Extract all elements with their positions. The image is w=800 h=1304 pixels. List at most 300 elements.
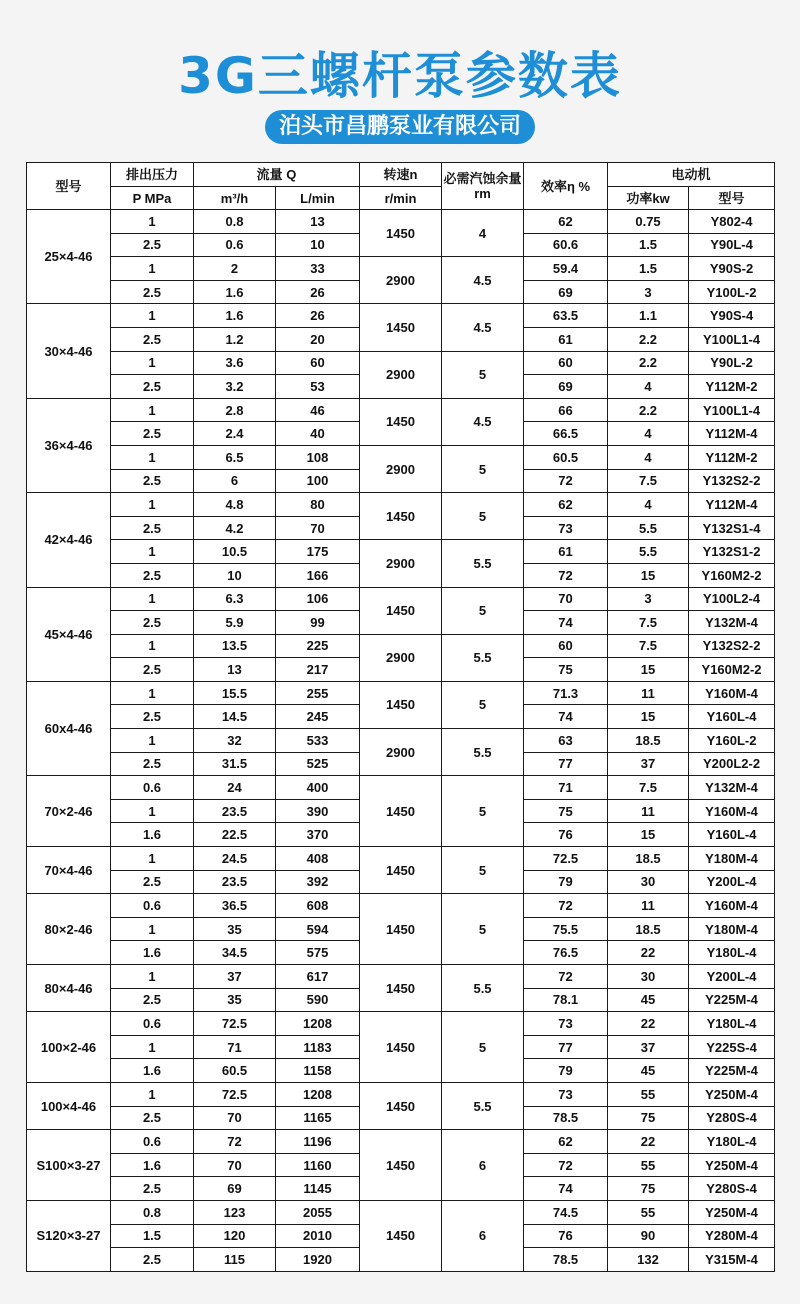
table-row <box>27 257 775 281</box>
efficiency-cell: 62 <box>524 493 608 517</box>
flow-m3h-cell: 35 <box>194 988 276 1012</box>
header-pressure: 排出压力 <box>111 163 194 187</box>
pressure-cell: 2.5 <box>111 1248 194 1272</box>
table-row <box>27 445 775 469</box>
flow-m3h-cell: 2.4 <box>194 422 276 446</box>
efficiency-cell: 60.6 <box>524 233 608 257</box>
flow-m3h-cell: 2 <box>194 257 276 281</box>
efficiency-cell: 78.5 <box>524 1248 608 1272</box>
npsh-cell: 5 <box>442 493 524 540</box>
speed-cell: 1450 <box>360 587 442 634</box>
flow-m3h-cell: 5.9 <box>194 611 276 635</box>
company-name: 泊头市昌鹏泵业有限公司 <box>265 110 535 144</box>
table-row <box>27 634 775 658</box>
efficiency-cell: 74.5 <box>524 1200 608 1224</box>
speed-cell: 1450 <box>360 965 442 1012</box>
efficiency-cell: 62 <box>524 1130 608 1154</box>
motor-power-cell: 3 <box>608 587 689 611</box>
page-title: 3G三螺杆泵参数表 <box>178 47 622 105</box>
flow-lmin-cell: 106 <box>276 587 360 611</box>
motor-power-cell: 37 <box>608 1035 689 1059</box>
motor-model-cell: Y225M-4 <box>689 988 775 1012</box>
efficiency-cell: 78.1 <box>524 988 608 1012</box>
speed-cell: 1450 <box>360 1012 442 1083</box>
efficiency-cell: 76 <box>524 823 608 847</box>
motor-model-cell: Y180M-4 <box>689 917 775 941</box>
pressure-cell: 1.5 <box>111 1224 194 1248</box>
flow-m3h-cell: 10.5 <box>194 540 276 564</box>
motor-power-cell: 30 <box>608 870 689 894</box>
pressure-cell: 0.6 <box>111 1130 194 1154</box>
motor-model-cell: Y90L-2 <box>689 351 775 375</box>
flow-m3h-cell: 6.5 <box>194 445 276 469</box>
motor-power-cell: 11 <box>608 681 689 705</box>
efficiency-cell: 60 <box>524 634 608 658</box>
motor-power-cell: 45 <box>608 1059 689 1083</box>
efficiency-cell: 79 <box>524 1059 608 1083</box>
motor-power-cell: 7.5 <box>608 634 689 658</box>
npsh-cell: 4 <box>442 210 524 257</box>
speed-cell: 2900 <box>360 351 442 398</box>
speed-cell: 1450 <box>360 398 442 445</box>
flow-lmin-cell: 108 <box>276 445 360 469</box>
efficiency-cell: 77 <box>524 752 608 776</box>
table-row <box>27 894 775 918</box>
pressure-cell: 1 <box>111 917 194 941</box>
pressure-cell: 2.5 <box>111 1106 194 1130</box>
flow-m3h-cell: 23.5 <box>194 799 276 823</box>
motor-model-cell: Y132S2-2 <box>689 469 775 493</box>
flow-lmin-cell: 80 <box>276 493 360 517</box>
efficiency-cell: 76.5 <box>524 941 608 965</box>
pressure-cell: 2.5 <box>111 705 194 729</box>
flow-m3h-cell: 1.6 <box>194 304 276 328</box>
motor-power-cell: 15 <box>608 705 689 729</box>
flow-lmin-cell: 20 <box>276 327 360 351</box>
header-pressure-unit: P MPa <box>111 187 194 210</box>
npsh-cell: 5 <box>442 847 524 894</box>
motor-power-cell: 2.2 <box>608 327 689 351</box>
motor-model-cell: Y160M-4 <box>689 799 775 823</box>
speed-cell: 2900 <box>360 540 442 587</box>
motor-model-cell: Y100L1-4 <box>689 398 775 422</box>
npsh-cell: 5 <box>442 681 524 728</box>
pressure-cell: 1 <box>111 304 194 328</box>
flow-lmin-cell: 70 <box>276 516 360 540</box>
flow-m3h-cell: 1.6 <box>194 280 276 304</box>
pressure-cell: 2.5 <box>111 233 194 257</box>
pressure-cell: 0.6 <box>111 776 194 800</box>
header-speed: 转速n <box>360 163 442 187</box>
flow-m3h-cell: 72.5 <box>194 1082 276 1106</box>
flow-m3h-cell: 2.8 <box>194 398 276 422</box>
flow-m3h-cell: 0.6 <box>194 233 276 257</box>
speed-cell: 1450 <box>360 304 442 351</box>
efficiency-cell: 60 <box>524 351 608 375</box>
model-cell: 60x4-46 <box>27 681 111 775</box>
efficiency-cell: 69 <box>524 375 608 399</box>
efficiency-cell: 73 <box>524 1082 608 1106</box>
efficiency-cell: 71.3 <box>524 681 608 705</box>
efficiency-cell: 62 <box>524 210 608 234</box>
motor-power-cell: 90 <box>608 1224 689 1248</box>
pressure-cell: 1 <box>111 587 194 611</box>
flow-lmin-cell: 255 <box>276 681 360 705</box>
header-model: 型号 <box>27 163 111 210</box>
motor-power-cell: 11 <box>608 799 689 823</box>
pressure-cell: 2.5 <box>111 327 194 351</box>
efficiency-cell: 61 <box>524 327 608 351</box>
flow-m3h-cell: 71 <box>194 1035 276 1059</box>
flow-lmin-cell: 617 <box>276 965 360 989</box>
table-body <box>27 210 775 1272</box>
motor-power-cell: 4 <box>608 375 689 399</box>
flow-m3h-cell: 35 <box>194 917 276 941</box>
flow-lmin-cell: 2055 <box>276 1200 360 1224</box>
table-row <box>27 304 775 328</box>
flow-lmin-cell: 392 <box>276 870 360 894</box>
efficiency-cell: 60.5 <box>524 445 608 469</box>
flow-m3h-cell: 123 <box>194 1200 276 1224</box>
motor-model-cell: Y100L-2 <box>689 280 775 304</box>
motor-power-cell: 55 <box>608 1082 689 1106</box>
motor-power-cell: 18.5 <box>608 847 689 871</box>
pressure-cell: 1 <box>111 493 194 517</box>
efficiency-cell: 76 <box>524 1224 608 1248</box>
header-efficiency: 效率η % <box>524 163 608 210</box>
flow-m3h-cell: 36.5 <box>194 894 276 918</box>
table-row <box>27 540 775 564</box>
motor-model-cell: Y132S2-2 <box>689 634 775 658</box>
table-row <box>27 776 775 800</box>
motor-power-cell: 132 <box>608 1248 689 1272</box>
flow-lmin-cell: 1165 <box>276 1106 360 1130</box>
flow-m3h-cell: 10 <box>194 563 276 587</box>
flow-lmin-cell: 408 <box>276 847 360 871</box>
motor-power-cell: 55 <box>608 1153 689 1177</box>
flow-m3h-cell: 4.2 <box>194 516 276 540</box>
flow-lmin-cell: 99 <box>276 611 360 635</box>
pressure-cell: 2.5 <box>111 658 194 682</box>
flow-m3h-cell: 3.2 <box>194 375 276 399</box>
flow-lmin-cell: 1145 <box>276 1177 360 1201</box>
efficiency-cell: 72 <box>524 894 608 918</box>
flow-lmin-cell: 46 <box>276 398 360 422</box>
pressure-cell: 2.5 <box>111 375 194 399</box>
efficiency-cell: 73 <box>524 516 608 540</box>
speed-cell: 1450 <box>360 776 442 847</box>
speed-cell: 2900 <box>360 729 442 776</box>
motor-power-cell: 37 <box>608 752 689 776</box>
flow-lmin-cell: 608 <box>276 894 360 918</box>
flow-lmin-cell: 590 <box>276 988 360 1012</box>
flow-lmin-cell: 26 <box>276 304 360 328</box>
motor-model-cell: Y250M-4 <box>689 1153 775 1177</box>
flow-lmin-cell: 53 <box>276 375 360 399</box>
motor-power-cell: 15 <box>608 658 689 682</box>
table-row <box>27 351 775 375</box>
company-banner <box>0 110 800 144</box>
motor-model-cell: Y315M-4 <box>689 1248 775 1272</box>
header-motor-power: 功率kw <box>608 187 689 210</box>
motor-power-cell: 7.5 <box>608 776 689 800</box>
flow-lmin-cell: 26 <box>276 280 360 304</box>
motor-model-cell: Y160M-4 <box>689 894 775 918</box>
motor-model-cell: Y132M-4 <box>689 611 775 635</box>
table-row <box>27 587 775 611</box>
efficiency-cell: 72 <box>524 1153 608 1177</box>
header-motor-model: 型号 <box>689 187 775 210</box>
speed-cell: 2900 <box>360 445 442 492</box>
flow-m3h-cell: 120 <box>194 1224 276 1248</box>
pressure-cell: 1 <box>111 729 194 753</box>
npsh-cell: 5 <box>442 776 524 847</box>
pressure-cell: 2.5 <box>111 422 194 446</box>
model-cell: 30×4-46 <box>27 304 111 398</box>
npsh-cell: 4.5 <box>442 257 524 304</box>
pressure-cell: 1 <box>111 681 194 705</box>
flow-lmin-cell: 245 <box>276 705 360 729</box>
flow-lmin-cell: 594 <box>276 917 360 941</box>
npsh-cell: 5 <box>442 351 524 398</box>
efficiency-cell: 79 <box>524 870 608 894</box>
npsh-cell: 5.5 <box>442 1082 524 1129</box>
pressure-cell: 2.5 <box>111 752 194 776</box>
npsh-cell: 5 <box>442 445 524 492</box>
efficiency-cell: 74 <box>524 1177 608 1201</box>
table-row <box>27 1082 775 1106</box>
pressure-cell: 0.6 <box>111 1012 194 1036</box>
speed-cell: 2900 <box>360 634 442 681</box>
npsh-cell: 4.5 <box>442 304 524 351</box>
model-cell: S100×3-27 <box>27 1130 111 1201</box>
npsh-cell: 5 <box>442 894 524 965</box>
pressure-cell: 0.8 <box>111 1200 194 1224</box>
table-row <box>27 965 775 989</box>
flow-m3h-cell: 1.2 <box>194 327 276 351</box>
motor-model-cell: Y90S-2 <box>689 257 775 281</box>
flow-lmin-cell: 525 <box>276 752 360 776</box>
flow-m3h-cell: 14.5 <box>194 705 276 729</box>
flow-m3h-cell: 6.3 <box>194 587 276 611</box>
motor-model-cell: Y280S-4 <box>689 1177 775 1201</box>
motor-power-cell: 22 <box>608 1130 689 1154</box>
efficiency-cell: 72 <box>524 469 608 493</box>
flow-m3h-cell: 3.6 <box>194 351 276 375</box>
motor-model-cell: Y802-4 <box>689 210 775 234</box>
efficiency-cell: 73 <box>524 1012 608 1036</box>
flow-m3h-cell: 13.5 <box>194 634 276 658</box>
efficiency-cell: 70 <box>524 587 608 611</box>
motor-model-cell: Y200L2-2 <box>689 752 775 776</box>
header-flow: 流量 Q <box>194 163 360 187</box>
efficiency-cell: 71 <box>524 776 608 800</box>
header-row-1 <box>27 163 775 187</box>
efficiency-cell: 75 <box>524 799 608 823</box>
model-cell: 36×4-46 <box>27 398 111 492</box>
flow-lmin-cell: 533 <box>276 729 360 753</box>
header-motor: 电动机 <box>608 163 775 187</box>
flow-m3h-cell: 69 <box>194 1177 276 1201</box>
motor-model-cell: Y250M-4 <box>689 1200 775 1224</box>
pressure-cell: 0.6 <box>111 894 194 918</box>
speed-cell: 1450 <box>360 1200 442 1271</box>
flow-m3h-cell: 23.5 <box>194 870 276 894</box>
motor-power-cell: 7.5 <box>608 469 689 493</box>
pressure-cell: 1 <box>111 1035 194 1059</box>
pressure-cell: 1 <box>111 965 194 989</box>
motor-model-cell: Y250M-4 <box>689 1082 775 1106</box>
flow-lmin-cell: 13 <box>276 210 360 234</box>
motor-model-cell: Y225S-4 <box>689 1035 775 1059</box>
motor-power-cell: 1.1 <box>608 304 689 328</box>
motor-power-cell: 2.2 <box>608 398 689 422</box>
flow-m3h-cell: 72 <box>194 1130 276 1154</box>
flow-lmin-cell: 390 <box>276 799 360 823</box>
speed-cell: 1450 <box>360 847 442 894</box>
speed-cell: 2900 <box>360 257 442 304</box>
motor-power-cell: 5.5 <box>608 516 689 540</box>
table-row <box>27 1130 775 1154</box>
pressure-cell: 1 <box>111 445 194 469</box>
pressure-cell: 1 <box>111 634 194 658</box>
pressure-cell: 1 <box>111 1082 194 1106</box>
motor-model-cell: Y132M-4 <box>689 776 775 800</box>
efficiency-cell: 59.4 <box>524 257 608 281</box>
npsh-cell: 6 <box>442 1130 524 1201</box>
pressure-cell: 1 <box>111 847 194 871</box>
header-flow-unit-lmin: L/min <box>276 187 360 210</box>
npsh-cell: 5.5 <box>442 540 524 587</box>
parameter-table <box>26 162 775 1272</box>
motor-power-cell: 4 <box>608 493 689 517</box>
flow-lmin-cell: 2010 <box>276 1224 360 1248</box>
motor-power-cell: 11 <box>608 894 689 918</box>
motor-model-cell: Y160M2-2 <box>689 658 775 682</box>
pressure-cell: 2.5 <box>111 611 194 635</box>
flow-lmin-cell: 166 <box>276 563 360 587</box>
motor-model-cell: Y100L2-4 <box>689 587 775 611</box>
motor-power-cell: 18.5 <box>608 729 689 753</box>
motor-power-cell: 1.5 <box>608 233 689 257</box>
flow-m3h-cell: 32 <box>194 729 276 753</box>
pressure-cell: 2.5 <box>111 280 194 304</box>
npsh-cell: 5.5 <box>442 965 524 1012</box>
pressure-cell: 1 <box>111 351 194 375</box>
motor-power-cell: 4 <box>608 445 689 469</box>
flow-m3h-cell: 4.8 <box>194 493 276 517</box>
motor-power-cell: 30 <box>608 965 689 989</box>
efficiency-cell: 72.5 <box>524 847 608 871</box>
model-cell: 70×4-46 <box>27 847 111 894</box>
efficiency-cell: 66 <box>524 398 608 422</box>
speed-cell: 1450 <box>360 210 442 257</box>
efficiency-cell: 63 <box>524 729 608 753</box>
motor-model-cell: Y160L-4 <box>689 823 775 847</box>
pressure-cell: 1 <box>111 799 194 823</box>
pressure-cell: 1.6 <box>111 823 194 847</box>
flow-m3h-cell: 13 <box>194 658 276 682</box>
pressure-cell: 1.6 <box>111 1153 194 1177</box>
flow-m3h-cell: 70 <box>194 1153 276 1177</box>
motor-model-cell: Y280S-4 <box>689 1106 775 1130</box>
motor-model-cell: Y180L-4 <box>689 1130 775 1154</box>
pressure-cell: 2.5 <box>111 516 194 540</box>
motor-model-cell: Y112M-2 <box>689 375 775 399</box>
motor-power-cell: 3 <box>608 280 689 304</box>
flow-m3h-cell: 24 <box>194 776 276 800</box>
pressure-cell: 1.6 <box>111 1059 194 1083</box>
npsh-cell: 5.5 <box>442 729 524 776</box>
model-cell: 80×4-46 <box>27 965 111 1012</box>
flow-m3h-cell: 34.5 <box>194 941 276 965</box>
pressure-cell: 1.6 <box>111 941 194 965</box>
motor-power-cell: 45 <box>608 988 689 1012</box>
pressure-cell: 1 <box>111 210 194 234</box>
flow-m3h-cell: 72.5 <box>194 1012 276 1036</box>
model-cell: 100×4-46 <box>27 1082 111 1129</box>
model-cell: 25×4-46 <box>27 210 111 304</box>
flow-m3h-cell: 31.5 <box>194 752 276 776</box>
flow-m3h-cell: 60.5 <box>194 1059 276 1083</box>
pressure-cell: 1 <box>111 257 194 281</box>
flow-lmin-cell: 1208 <box>276 1012 360 1036</box>
efficiency-cell: 74 <box>524 611 608 635</box>
npsh-cell: 5.5 <box>442 634 524 681</box>
motor-power-cell: 15 <box>608 823 689 847</box>
flow-m3h-cell: 0.8 <box>194 210 276 234</box>
motor-model-cell: Y132S1-2 <box>689 540 775 564</box>
flow-lmin-cell: 1160 <box>276 1153 360 1177</box>
header-flow-unit-m3: m³/h <box>194 187 276 210</box>
speed-cell: 1450 <box>360 493 442 540</box>
pressure-cell: 2.5 <box>111 469 194 493</box>
efficiency-cell: 69 <box>524 280 608 304</box>
motor-model-cell: Y112M-2 <box>689 445 775 469</box>
model-cell: S120×3-27 <box>27 1200 111 1271</box>
flow-lmin-cell: 225 <box>276 634 360 658</box>
pressure-cell: 2.5 <box>111 563 194 587</box>
flow-lmin-cell: 1183 <box>276 1035 360 1059</box>
motor-power-cell: 55 <box>608 1200 689 1224</box>
motor-model-cell: Y280M-4 <box>689 1224 775 1248</box>
flow-m3h-cell: 6 <box>194 469 276 493</box>
npsh-cell: 5 <box>442 587 524 634</box>
efficiency-cell: 75 <box>524 658 608 682</box>
efficiency-cell: 61 <box>524 540 608 564</box>
motor-model-cell: Y200L-4 <box>689 870 775 894</box>
model-cell: 70×2-46 <box>27 776 111 847</box>
flow-lmin-cell: 1208 <box>276 1082 360 1106</box>
flow-lmin-cell: 1158 <box>276 1059 360 1083</box>
header-row-2 <box>27 187 775 210</box>
flow-m3h-cell: 22.5 <box>194 823 276 847</box>
flow-lmin-cell: 400 <box>276 776 360 800</box>
pressure-cell: 2.5 <box>111 870 194 894</box>
flow-lmin-cell: 33 <box>276 257 360 281</box>
motor-power-cell: 22 <box>608 1012 689 1036</box>
flow-lmin-cell: 175 <box>276 540 360 564</box>
table-row <box>27 1200 775 1224</box>
motor-power-cell: 18.5 <box>608 917 689 941</box>
efficiency-cell: 74 <box>524 705 608 729</box>
motor-model-cell: Y200L-4 <box>689 965 775 989</box>
npsh-cell: 4.5 <box>442 398 524 445</box>
motor-model-cell: Y90L-4 <box>689 233 775 257</box>
motor-power-cell: 2.2 <box>608 351 689 375</box>
flow-lmin-cell: 370 <box>276 823 360 847</box>
flow-lmin-cell: 1196 <box>276 1130 360 1154</box>
